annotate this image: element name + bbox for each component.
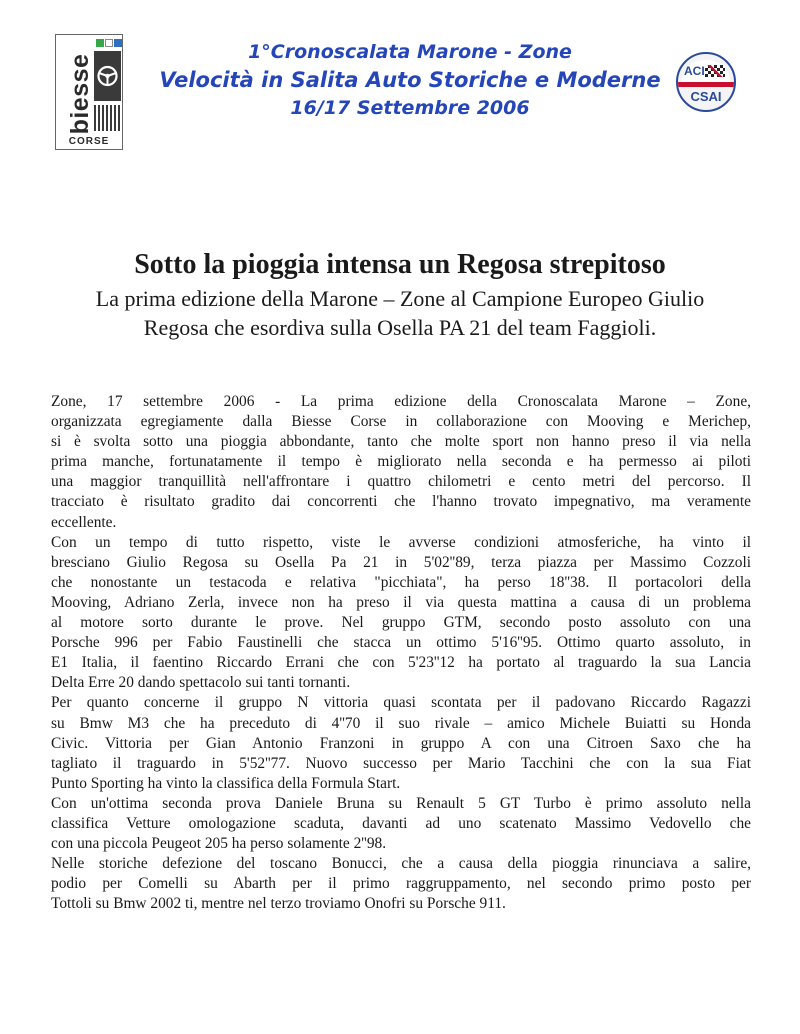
csai-label: CSAI (690, 89, 722, 104)
subheadline-line: Regosa che esordiva sulla Osella PA 21 del team Faggioli. (143, 315, 657, 340)
body-line: Mooving, Adriano Zerla, invece non ha preso il via questa mattina a causa di un problema (51, 593, 751, 611)
logo-subtitle: CORSE (68, 136, 110, 147)
body-line: podio per Comelli su Abarth per il primo raggruppamento, nel secondo primo posto per (51, 875, 751, 893)
logo-stripes (94, 105, 121, 131)
body-line: Nelle storiche defezione del toscano Bonucci, che a causa della pioggia rinunciava a salire, (51, 855, 751, 873)
body-line: Porsche 996 per Fabio Faustinelli che stacca un ottimo 5'16''95. Ottimo quarto assoluto, in (51, 634, 751, 652)
body-line: Delta Erre 20 dando spettacolo sui tanti tornanti. (51, 674, 351, 692)
body-line: organizzata egregiamente dalla Biesse Corse in collaborazione con Mooving e Merichep, (51, 413, 751, 431)
body-line: Per quanto concerne il gruppo N vittoria quasi scontata per il padovano Riccardo Ragazzi (51, 694, 751, 712)
biesse-corse-logo (55, 34, 123, 150)
body-line: eccellente. (51, 513, 117, 531)
body-line: su Bmw M3 che ha preceduto di 4''70 il suo rivale – amico Michele Buiatti su Honda (51, 714, 751, 732)
subheadline-line: La prima edizione della Marone – Zone al Campione Europeo Giulio (95, 286, 705, 311)
article-headline: Sotto la pioggia intensa un Regosa strepitoso (134, 249, 666, 280)
body-line: Zone, 17 settembre 2006 - La prima edizione della Cronoscalata Marone – Zone, (51, 393, 751, 410)
article-body (51, 392, 751, 914)
body-line: si è svolta sotto una pioggia abbondante, tanto che molte sport non hanno preso il via nella (51, 433, 751, 451)
body-line: al motore sorto durante le prove. Nel gruppo GTM, secondo posto assoluto con una (51, 614, 751, 632)
body-line: Civic. Vittoria per Gian Antonio Franzoni in gruppo A con una Citroen Saxo che ha (51, 734, 751, 752)
body-line: che nonostante un testacoda e relativa "picchiata", ha perso 18''38. Il portacolori della (51, 573, 751, 591)
body-line: tracciato è risultato gradito dai concorrenti che l'hanno trovato impegnativo, ma veramente (51, 493, 751, 511)
aci-csai-logo (676, 52, 736, 112)
body-line: con una piccola Peugeot 205 ha perso solamente 2''98. (51, 835, 387, 853)
steering-wheel-icon (94, 51, 121, 101)
body-line: Tottoli su Bmw 2002 ti, mentre nel terzo troviamo Onofri su Porsche 911. (51, 895, 506, 913)
body-line: Punto Sporting ha vinto la classifica della Formula Start. (51, 774, 401, 792)
body-line: classifica Vetture omologazione scaduta, davanti ad uno scatenato Massimo Vedovello che (51, 814, 751, 832)
checkered-flag-icon (705, 65, 725, 77)
event-title: 1°Cronoscalata Marone - Zone (248, 41, 572, 63)
body-line: Con un tempo di tutto rispetto, viste le avverse condizioni atmosferiche, ha vinto il (51, 533, 751, 551)
body-line: prima manche, fortunatamente il tempo è migliorato nella seconda e ha permesso ai piloti (51, 453, 751, 471)
event-subtitle: Velocità in Salita Auto Storiche e Moderne (159, 68, 661, 92)
body-line: E1 Italia, il faentino Riccardo Errani che con 5'23''12 ha portato al traguardo la sua Lancia (51, 654, 751, 672)
event-date: 16/17 Settembre 2006 (290, 97, 530, 119)
event-header (140, 38, 680, 122)
aci-label: ACI (684, 64, 705, 78)
body-line: bresciano Giulio Regosa su Osella Pa 21 in 5'02''89, terza piazza per Massimo Cozzoli (51, 553, 751, 571)
body-line: Con un'ottima seconda prova Daniele Bruna su Renault 5 GT Turbo è primo assoluto nella (51, 794, 751, 812)
body-line: una maggior tranquillità nell'affrontare i quattro chilometri e cento metri del percorso. Il (51, 473, 751, 491)
body-line: tagliato il traguardo in 5'52''77. Nuovo successo per Mario Tacchini che con la sua Fiat (51, 754, 751, 772)
logo-word: biesse (66, 53, 94, 135)
article-subheadline (60, 284, 740, 342)
logo-color-squares (96, 39, 122, 49)
